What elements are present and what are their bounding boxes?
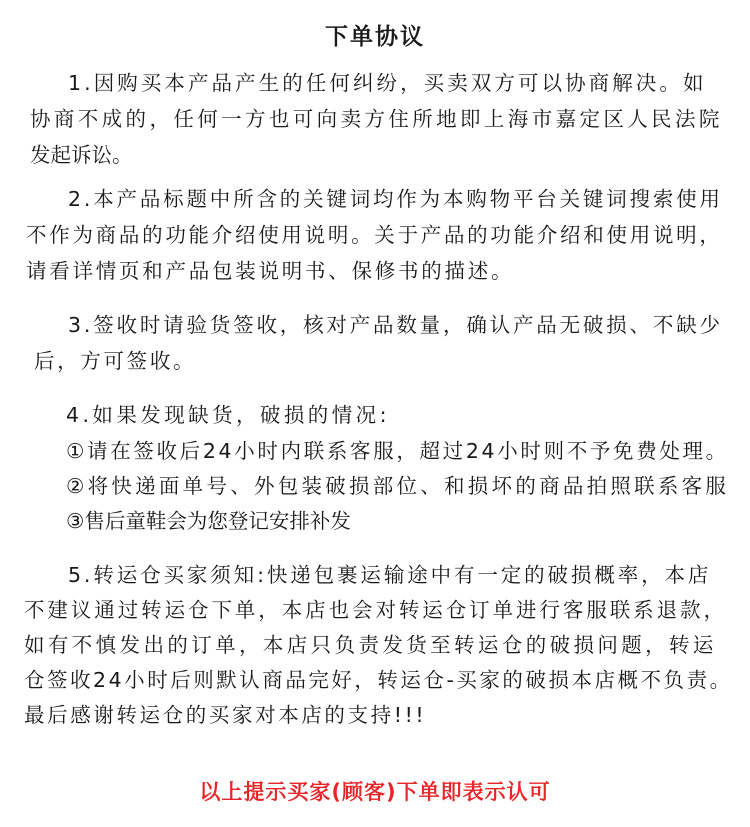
clause-2-line-1: 2.本产品标题中所含的关键词均作为本购物平台关键词搜索使用 <box>68 187 723 211</box>
clause-1-line-1: 1.因购买本产品产生的任何纠纷，买卖双方可以协商解决。如 <box>68 71 707 95</box>
clause-5-line-4: 仓签收24小时后则默认商品完好，转运仓-买家的破损本店概不负责。 <box>24 668 733 692</box>
clause-4-line-2: ①请在签收后24小时内联系客服，超过24小时则不予免费处理。 <box>66 439 729 463</box>
clause-4-line-4: ③售后童鞋会为您登记安排补发 <box>66 509 351 533</box>
clause-1-line-3: 发起诉讼。 <box>30 143 133 167</box>
clause-2-line-2: 不作为商品的功能介绍使用说明。关于产品的功能介绍和使用说明， <box>26 223 723 247</box>
acceptance-notice: 以上提示买家(顾客)下单即表示认可 <box>199 780 551 804</box>
clause-5-line-2: 不建议通过转运仓下单，本店也会对转运仓订单进行客服联系退款， <box>24 598 727 622</box>
clause-5-line-5: 最后感谢转运仓的买家对本店的支持!!! <box>24 703 427 727</box>
clause-1-line-2: 协商不成的，任何一方也可向卖方住所地即上海市嘉定区人民法院 <box>30 107 723 131</box>
clause-4-line-3: ②将快递面单号、外包装破损部位、和损坏的商品拍照联系客服 <box>66 474 730 498</box>
clause-2-line-3: 请看详情页和产品包装说明书、保修书的描述。 <box>26 259 515 283</box>
clause-3-line-2: 后，方可签收。 <box>34 349 197 373</box>
clause-3-line-1: 3.签收时请验货签收，核对产品数量，确认产品无破损、不缺少 <box>68 313 723 337</box>
clause-5-line-1: 5.转运仓买家须知:快递包裹运输途中有一定的破损概率，本店 <box>68 563 712 587</box>
clause-5-line-3: 如有不慎发出的订单，本店只负责发货至转运仓的破损问题，转运 <box>24 633 717 657</box>
page-title: 下单协议 <box>325 24 425 50</box>
clause-4-line-1: 4.如果发现缺货，破损的情况: <box>66 403 390 427</box>
